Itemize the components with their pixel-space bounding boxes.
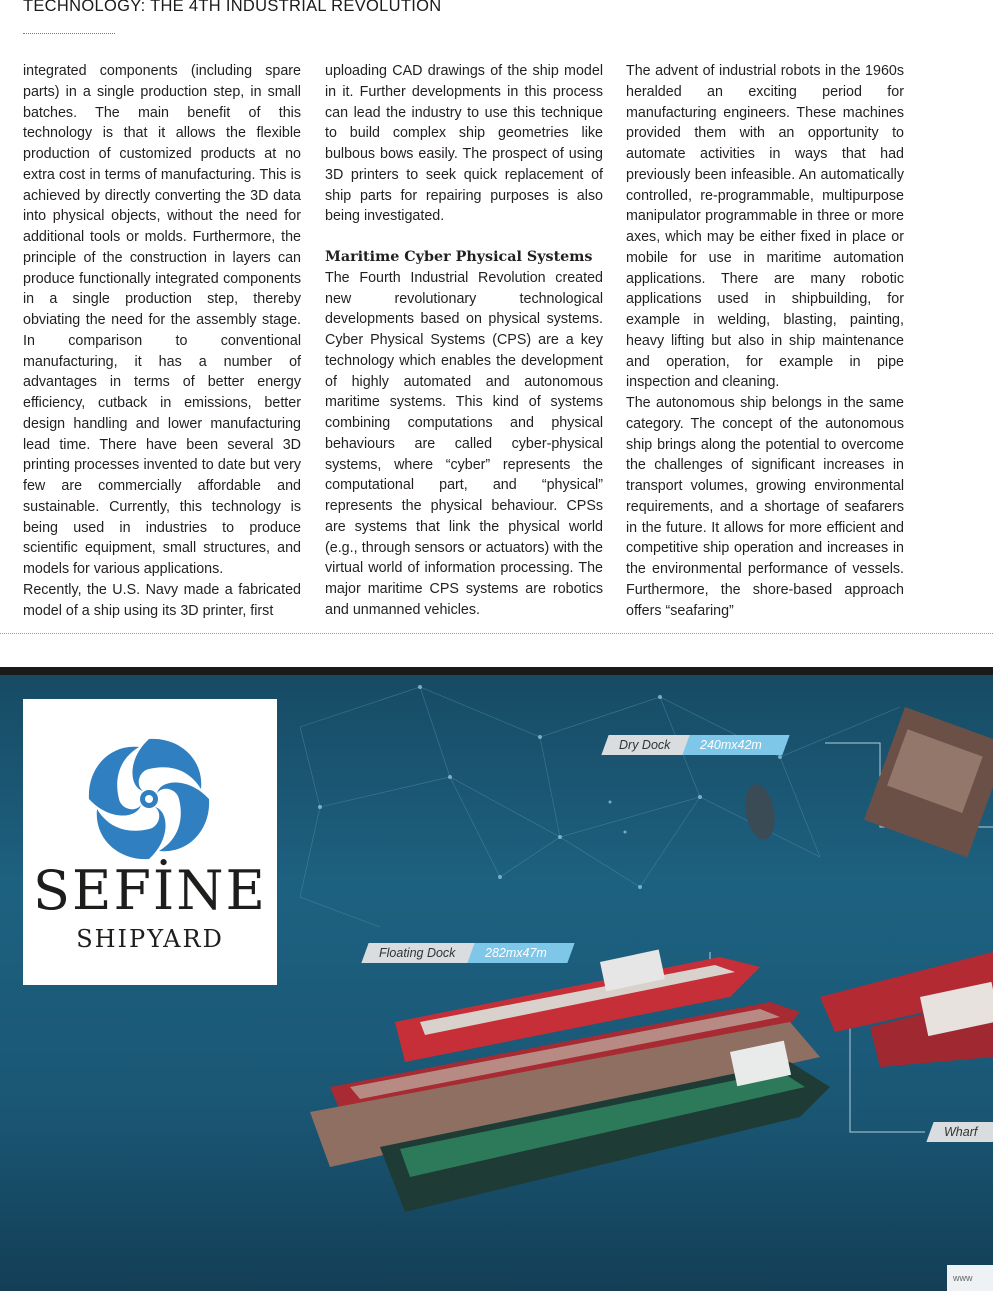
wharf-name: Wharf [944,1125,978,1139]
paragraph: integrated components (including spare parts) in a single production step, in small batches. The main benefit of this technology is that it allows the flexible production of customized products at no extra cost in terms of manufacturing. This is achieved by directly converting the 3D data into physical objects, without the need for additional tools or molds. Furthermore, the principle of the construction in layers can produce functionally integrated components in a single production step, thereby obviating the need for the assembly stage. In comparison to conventional manufacturing, it has a number of advantages in terms of better energy efficiency, cutback in emissions, better design handling and lower manufacturing lead time. There have been several 3D printing processes invented to date but very few are commercially affordable and sustainable. Currently, this technology is being used in industries to produce scientific equipment, small structures, and models for various applications. [23,63,301,577]
column-3 [626,61,904,621]
column-2 [325,61,603,621]
brand-subtitle: SHIPYARD [76,925,224,953]
running-header: TECHNOLOGY: THE 4TH INDUSTRIAL REVOLUTION [23,0,442,15]
section-heading: Maritime Cyber Physical Systems [325,249,593,265]
section-divider [0,633,993,634]
column-1 [23,61,301,621]
floating-dock-name: Floating Dock [379,946,456,960]
wharf-label [930,1122,993,1142]
floating-dock-size: 282mx47m [485,946,548,960]
paragraph: The advent of industrial robots in the 1960s heralded an exciting period for manufacturing engineers. These machines provided them with an opportunity to automate activities in ways that had previously been infeasible. An automatically controlled, re-programmable, multipurpose manipulator programmable in three or more axes, which may be either fixed in place or mobile for use in maritime automation applications. There are many robotic applications used in shipbuilding, for example in welding, blasting, painting, heavy lifting but also in ship maintenance and operation, for example in pipe inspection and cleaning. [626,63,904,391]
paragraph: The autonomous ship belongs in the same category. The concept of the autonomous ship brings along the potential to overcome the challenges of significant increases in transport volumes, growing environmental requirements, and a shortage of seafarers in the future. It allows for more efficient and competitive ship operation and increases in the environmental performance of vessels. Furthermore, the shore-based approach offers “seafaring” [626,395,904,619]
paragraph: Recently, the U.S. Navy made a fabricated model of a ship using its 3D printer, first [23,581,301,619]
website-footer: www [947,1265,993,1291]
paragraph: The Fourth Industrial Revolution created new revolutionary technological developments based on physical systems. Cyber Physical Systems (CPS) are a key technology which enables the development of highly automated and autonomous maritime systems. This kind of systems combining computations and physical behaviours are called cyber-physical systems, where “cyber” represents the computational part, and “physical” represents the physical behaviour. CPSs are systems that link the physical world (e.g., through sensors or actuators) with the virtual world of information processing. The major maritime CPS systems are robotics and unmanned vehicles. [325,269,603,618]
brand-name: SEFİNE [33,859,267,922]
dry-dock-label [605,735,786,755]
dry-dock-size: 240mx42m [700,738,763,752]
paragraph: uploading CAD drawings of the ship model in it. Further developments in this process can lead the industry to use this technique to build complex ship geometries like bulbous bows easily. The prospect of using 3D printers to seek quick replacement of ship parts for repairing purposes is also being investigated. [325,63,603,225]
dry-dock-name: Dry Dock [619,738,671,752]
floating-dock-label [365,943,571,963]
header-rule [23,33,115,34]
shipyard-advert [0,667,993,1291]
sefine-logo-panel [23,699,277,985]
